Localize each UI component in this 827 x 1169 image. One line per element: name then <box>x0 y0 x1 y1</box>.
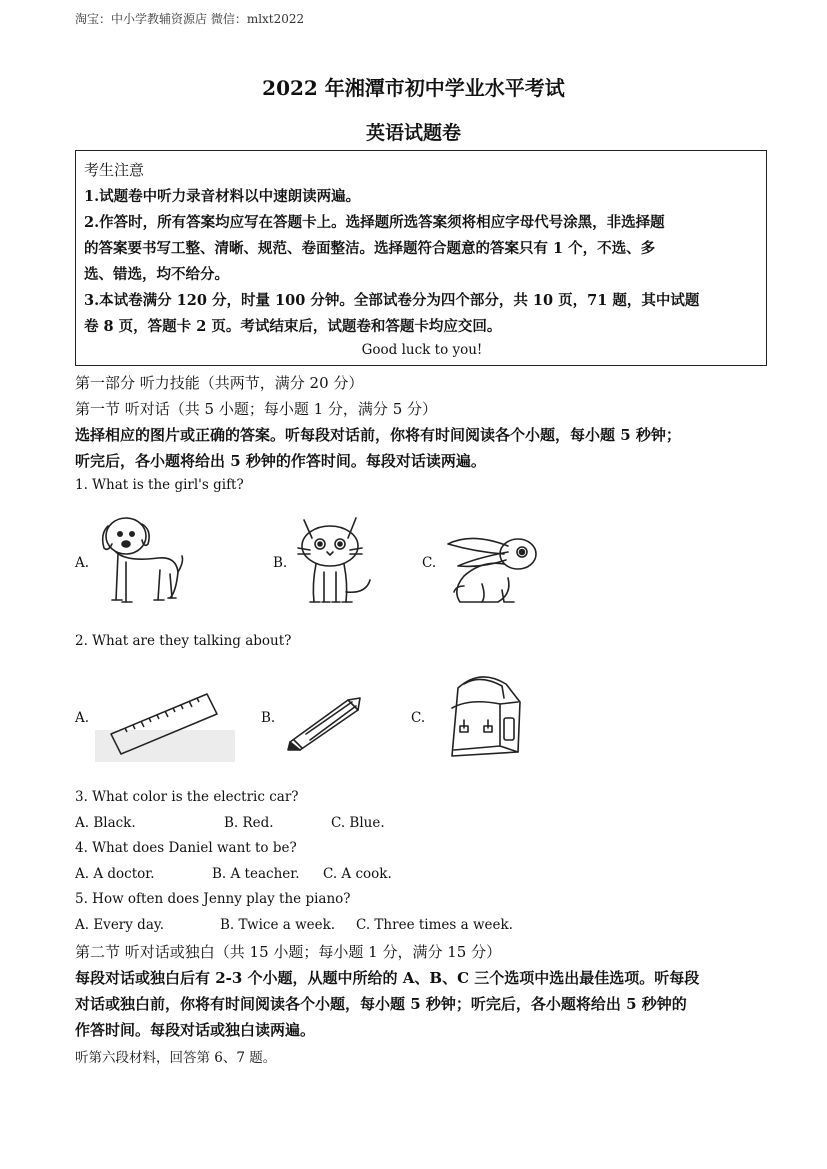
question-2: 2. What are they talking about? <box>75 633 292 649</box>
section1-title: 第一节 听对话（共 5 小题；每小题 1 分，满分 5 分） <box>75 400 438 418</box>
notice-closing: Good luck to you! <box>361 342 483 358</box>
notice-box <box>75 150 767 366</box>
cat-picture <box>296 514 376 608</box>
q2-option-b[interactable]: B. <box>261 710 276 726</box>
section2-instruction: 每段对话或独白后有 2-3 个小题，从题中所给的 A、B、C 三个选项中选出最佳选项。听每段 <box>75 969 700 987</box>
q5-option-a[interactable]: A. Every day. <box>75 917 164 933</box>
q1-option-b[interactable]: B. <box>273 555 288 571</box>
exam-title: 2022 年湘潭市初中学业水平考试 <box>262 76 565 100</box>
exam-subtitle: 英语试题卷 <box>365 122 461 144</box>
question-5: 5. How often does Jenny play the piano? <box>75 891 351 907</box>
part1-title: 第一部分 听力技能（共两节，满分 20 分） <box>75 374 364 392</box>
section2-next: 听第六段材料，回答第 6、7 题。 <box>75 1050 277 1066</box>
question-3: 3. What color is the electric car? <box>75 789 299 805</box>
q4-option-c[interactable]: C. A cook. <box>323 866 392 882</box>
question-4: 4. What does Daniel want to be? <box>75 840 297 856</box>
section1-instruction: 听完后，各小题将给出 5 秒钟的作答时间。每段对话读两遍。 <box>75 452 486 470</box>
notice-heading: 考生注意 <box>84 161 145 179</box>
q2-option-c[interactable]: C. <box>411 710 426 726</box>
ruler-picture <box>95 690 235 762</box>
q1-option-a[interactable]: A. <box>75 555 90 571</box>
notice-line: 1.试题卷中听力录音材料以中速朗读两遍。 <box>84 188 361 205</box>
q3-option-a[interactable]: A. Black. <box>75 815 136 831</box>
q2-option-a[interactable]: A. <box>75 710 90 726</box>
pencil-picture <box>286 692 368 752</box>
notice-line: 的答案要书写工整、清晰、规范、卷面整洁。选择题符合题意的答案只有 1 个，不选、多 <box>84 240 656 257</box>
rabbit-picture <box>442 532 542 608</box>
section2-instruction: 作答时间。每段对话或独白读两遍。 <box>75 1021 316 1039</box>
schoolbag-picture <box>440 668 526 762</box>
q3-option-c[interactable]: C. Blue. <box>331 815 385 831</box>
q5-option-b[interactable]: B. Twice a week. <box>220 917 336 933</box>
q1-option-c[interactable]: C. <box>422 555 437 571</box>
section1-instruction: 选择相应的图片或正确的答案。听每段对话前，你将有时间阅读各个小题，每小题 5 秒钟； <box>75 426 681 444</box>
q5-option-c[interactable]: C. Three times a week. <box>356 917 513 933</box>
notice-line: 选、错选，均不给分。 <box>84 266 229 283</box>
notice-line: 卷 8 页，答题卡 2 页。考试结束后，试题卷和答题卡均应交回。 <box>84 318 502 335</box>
section2-title: 第二节 听对话或独白（共 15 小题；每小题 1 分，满分 15 分） <box>75 943 502 961</box>
q4-option-b[interactable]: B. A teacher. <box>212 866 300 882</box>
section2-instruction: 对话或独白前，你将有时间阅读各个小题，每小题 5 秒钟；听完后，各小题将给出 5 秒钟的 <box>75 995 687 1013</box>
header-note: 淘宝：中小学教辅资源店 微信：mlxt2022 <box>75 12 305 26</box>
q3-option-b[interactable]: B. Red. <box>224 815 274 831</box>
q4-option-a[interactable]: A. A doctor. <box>75 866 155 882</box>
notice-line: 3.本试卷满分 120 分，时量 100 分钟。全部试卷分为四个部分，共 10 页，71 题，其中试题 <box>84 292 700 309</box>
question-1: 1. What is the girl's gift? <box>75 477 244 493</box>
notice-line: 2.作答时，所有答案均应写在答题卡上。选择题所选答案须将相应字母代号涂黑，非选择题 <box>84 214 665 231</box>
dog-picture <box>96 512 186 608</box>
